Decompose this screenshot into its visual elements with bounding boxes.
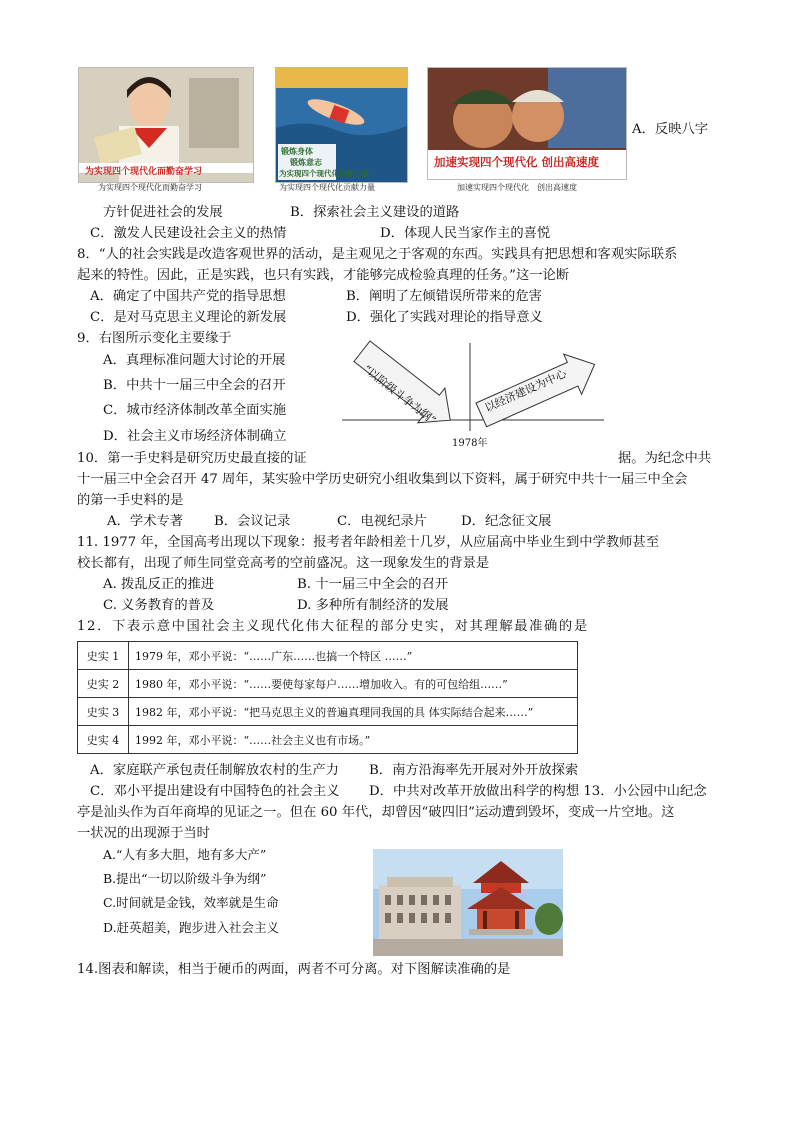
q11-stem-line2: 校长都有，出现了师生同堂竞高考的空前盛况。这一现象发生的背景是 — [77, 556, 490, 571]
q13-stem-line2: 亭是汕头作为百年商埠的见证之一。但在 60 年代，却曾因“破四旧”运动遭到毁坏，变成一片空地。这 — [77, 805, 675, 820]
table-row — [78, 642, 578, 670]
poster-study-title: 为实现四个现代化而勤奋学习 — [85, 167, 203, 177]
q9-arrow-left-label: “以阶级斗争为纲” — [360, 362, 439, 428]
q9-stem: 9．右图所示变化主要缘于 — [77, 331, 232, 346]
poster-workers-image — [427, 67, 627, 180]
q12-option-c[interactable]: C．邓小平提出建设有中国特色的社会主义 — [90, 784, 340, 799]
poster-swim-image — [275, 67, 408, 183]
q11-stem-line1: 11. 1977 年，全国高考出现以下现象：报考者年龄相差十几岁，从应届高中毕业生到中学教师甚至 — [77, 535, 660, 550]
q9-option-b[interactable]: B．中共十一届三中全会的召开 — [103, 378, 286, 393]
q13-stem-line3: 一状况的出现源于当时 — [77, 826, 210, 841]
q9-option-d[interactable]: D．社会主义市场经济体制确立 — [103, 429, 287, 444]
q10-option-c[interactable]: C．电视纪录片 — [337, 514, 427, 529]
q12-facts-table — [77, 641, 578, 754]
poster-workers-title: 加速实现四个现代化 创出高速度 — [434, 155, 600, 169]
fact-key: 史实 1 — [78, 642, 129, 670]
q7-option-b[interactable]: B．探索社会主义建设的道路 — [290, 205, 460, 220]
pavilion-photo — [373, 849, 563, 956]
q10-stem-line2: 十一届三中全会召开 47 周年，某实验中学历史研究小组收集到以下资料，属于研究中共十一届三中全会 — [77, 472, 688, 487]
q14-stem: 14.图表和解读，相当于硬币的两面，两者不可分离。对下图解读准确的是 — [77, 962, 511, 977]
q10-stem-line3: 的第一手史料的是 — [77, 493, 184, 508]
poster-workers-caption: 加速实现四个现代化 创出高速度 — [457, 183, 577, 192]
q12-option-b[interactable]: B．南方沿海率先开展对外开放探索 — [369, 763, 579, 778]
fact-value: 1980 年，邓小平说：“……要使每家每户……增加收入。有的可包给组……” — [129, 670, 578, 698]
q12-stem: 12．下表示意中国社会主义现代化伟大征程的部分史实，对其理解最准确的是 — [77, 619, 589, 634]
q11-option-b[interactable]: B. 十一届三中全会的召开 — [297, 577, 449, 592]
q9-year-label: 1978年 — [452, 438, 488, 449]
q11-option-c[interactable]: C. 义务教育的普及 — [103, 598, 215, 613]
fact-key: 史实 4 — [78, 726, 129, 754]
q7-option-a-end[interactable]: 方针促进社会的发展 — [103, 205, 223, 220]
q12-option-a[interactable]: A．家庭联产承包责任制解放农村的生产力 — [90, 763, 339, 778]
poster-study-image — [78, 67, 254, 183]
poster-swim-line3: 为实现四个现代化贡献力量 — [279, 169, 369, 178]
q10-stem-line1b: 据。为纪念中共 — [618, 451, 712, 466]
q11-option-a[interactable]: A. 拨乱反正的推进 — [103, 577, 215, 592]
q8-stem-line2: 起来的特性。因此，正是实践，也只有实践，才能够完成检验真理的任务。”这一论断 — [77, 268, 570, 283]
q9-option-c[interactable]: C．城市经济体制改革全面实施 — [103, 403, 287, 418]
q7-option-c[interactable]: C．激发人民建设社会主义的热情 — [90, 226, 287, 241]
q13-option-b[interactable]: B.提出“一切以阶级斗争为纲” — [103, 871, 267, 886]
q10-option-a[interactable]: A．学术专著 — [107, 514, 184, 529]
fact-value: 1992 年，邓小平说：“……社会主义也有市场。” — [129, 726, 578, 754]
q12-option-d-and-q13-start[interactable]: D．中共对改革开放做出科学的构想 13．小公园中山纪念 — [369, 784, 707, 799]
poster-swim-line1: 锻炼身体 — [281, 147, 313, 156]
q10-option-b[interactable]: B．会议记录 — [214, 514, 291, 529]
q13-option-c[interactable]: C.时间就是金钱，效率就是生命 — [103, 895, 279, 910]
q10-stem-line1a: 10．第一手史料是研究历史最直接的证 — [77, 451, 307, 466]
table-row — [78, 698, 578, 726]
q8-option-a[interactable]: A．确定了中国共产党的指导思想 — [90, 289, 286, 304]
table-row — [78, 726, 578, 754]
q9-option-a[interactable]: A．真理标准问题大讨论的开展 — [103, 353, 286, 368]
q13-option-d[interactable]: D.赶英超美，跑步进入社会主义 — [103, 920, 280, 935]
q13-option-a[interactable]: A.“人有多大胆，地有多大产” — [103, 847, 267, 862]
poster-study-caption: 为实现四个现代化而勤奋学习 — [98, 183, 202, 192]
poster-swim-caption: 为实现四个现代化贡献力量 — [279, 183, 375, 192]
q11-option-d[interactable]: D. 多种所有制经济的发展 — [297, 598, 449, 613]
q8-option-b[interactable]: B．阐明了左倾错误所带来的危害 — [346, 289, 542, 304]
fact-value: 1979 年，邓小平说：“……广东……也搞一个特区 ……” — [129, 642, 578, 670]
q8-option-d[interactable]: D．强化了实践对理论的指导意义 — [346, 310, 543, 325]
poster-swim-line2: 锻炼意志 — [290, 158, 322, 167]
q7-option-a-start[interactable]: A．反映八字 — [632, 122, 709, 137]
fact-key: 史实 2 — [78, 670, 129, 698]
q10-option-d[interactable]: D．纪念征文展 — [461, 514, 552, 529]
q8-option-c[interactable]: C．是对马克思主义理论的新发展 — [90, 310, 287, 325]
fact-value: 1982 年，邓小平说：“把马克思主义的普遍真理同我国的具 体实际结合起来……” — [129, 698, 578, 726]
table-row — [78, 670, 578, 698]
q8-stem-line1: 8．“人的社会实践是改造客观世界的活动，是主观见之于客观的东西。实践具有把思想和客观实际联系 — [77, 247, 678, 262]
q7-option-d[interactable]: D．体现人民当家作主的喜悦 — [380, 226, 551, 241]
q9-arrow-right-label: 以经济建设为中心 — [482, 367, 569, 415]
fact-key: 史实 3 — [78, 698, 129, 726]
